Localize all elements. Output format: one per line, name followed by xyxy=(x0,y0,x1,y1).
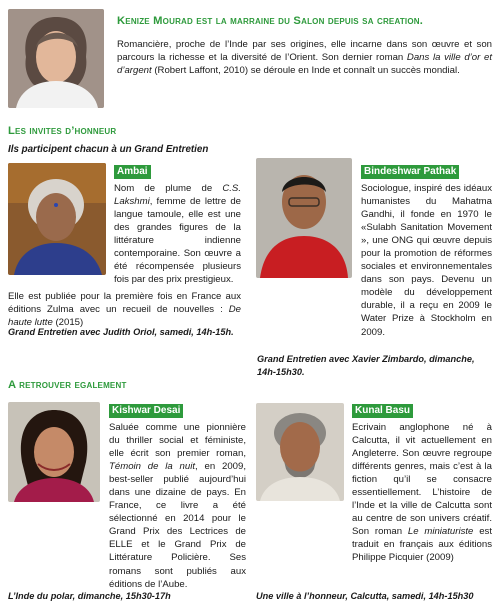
ambai-bio: Nom de plume de C.S. Lakshmi, femme de lettre de langue tamoule, elle est une des grandes figures de la littérature indienne contemporaine. Son œuvre a été récompensée plusieurs fois par des prix prestigieux. xyxy=(114,183,241,286)
desai-book-title: Témoin de la nuit xyxy=(109,461,196,473)
pathak-bio: Sociologue, inspiré des idéaux humanistes du Mahatma Gandhi, il fonde en 1970 le «Sulabh Sanitation Movement », une ONG qui œuvre depuis pour la promotion de réformes sociales et environnementales dans son pays. Devenu un modèle du développement durable, il a reçu en 2009 le Water Prize à Stockholm en 2009. xyxy=(361,183,492,338)
marraine-description: Romancière, proche de l’Inde par ses origines, elle incarne dans son œuvre et son parcours la richesse et la diversité de l’Orient. Son dernier roman Dans la ville d’or et d’argent (Robert Laffont, 2010) se déroule en Inde et connaît un succès mondial. xyxy=(117,39,492,77)
basu-name-badge: Kunal Basu xyxy=(352,404,413,418)
ambai-book-title: De haute lutte xyxy=(8,304,241,329)
kishwar-desai-portrait xyxy=(8,402,100,502)
egalement-section-title: A retrouver egalement xyxy=(8,379,127,391)
ambai-bio-publication: Elle est publiée pour la première fois en France aux éditions Zulma avec un recueil de nouvelles : De haute lutte (2015) xyxy=(8,291,241,329)
ambai-event: Grand Entretien avec Judith Oriol, samedi, 14h-15h. xyxy=(8,327,234,337)
basu-book-title: Le miniaturiste xyxy=(407,526,474,538)
honneur-section-title: Les invites d’honneur xyxy=(8,125,117,137)
ambai-portrait xyxy=(8,163,106,275)
ambai-pen-name: C.S. Lakshmi xyxy=(114,183,241,208)
ambai-name-badge: Ambai xyxy=(114,165,151,179)
marraine-book-title: Dans la ville d’or et d’argent xyxy=(117,52,492,77)
bindeshwar-pathak-portrait xyxy=(256,158,352,278)
kenize-mourad-portrait xyxy=(8,9,104,108)
basu-event: Une ville à l’honneur, Calcutta, samedi, 14h-15h30 xyxy=(256,591,474,601)
honneur-subtitle: Ils participent chacun à un Grand Entretien xyxy=(8,144,209,155)
desai-bio: Saluée comme une pionnière du thriller social et féministe, elle écrit son premier roman, Témoin de la nuit, en 2009, best-seller publié aujourd’hui dans une dizaine de pays. En France, ce livre a été sélectionné en 2014 pour le Grand Prix des Lectrices de ELLE et le Grand Prix de Littérature Policière. Ses romans sont publiés aux éditions de l’Aube. xyxy=(109,422,246,590)
marraine-title: Kenize Mourad est la marraine du Salon depuis sa creation. xyxy=(117,15,424,27)
desai-event: L’Inde du polar, dimanche, 15h30-17h xyxy=(8,591,171,601)
desai-name-badge: Kishwar Desai xyxy=(109,404,183,418)
basu-bio: Ecrivain anglophone né à Calcutta, il vit actuellement en Angleterre. Son œuvre regroupe différents genres, mais c’est à la fiction qu’il se consacre essentiellement. L’histoire de l’Inde et la ville de Calcutta sont au centre de son univers créatif. Son roman Le miniaturiste est traduit en français aux éditions Philippe Picquier (2009) xyxy=(352,422,493,564)
pathak-name-badge: Bindeshwar Pathak xyxy=(361,165,459,179)
pathak-event: Grand Entretien avec Xavier Zimbardo, dimanche, 14h-15h30. xyxy=(257,354,475,377)
kunal-basu-portrait xyxy=(256,403,344,501)
